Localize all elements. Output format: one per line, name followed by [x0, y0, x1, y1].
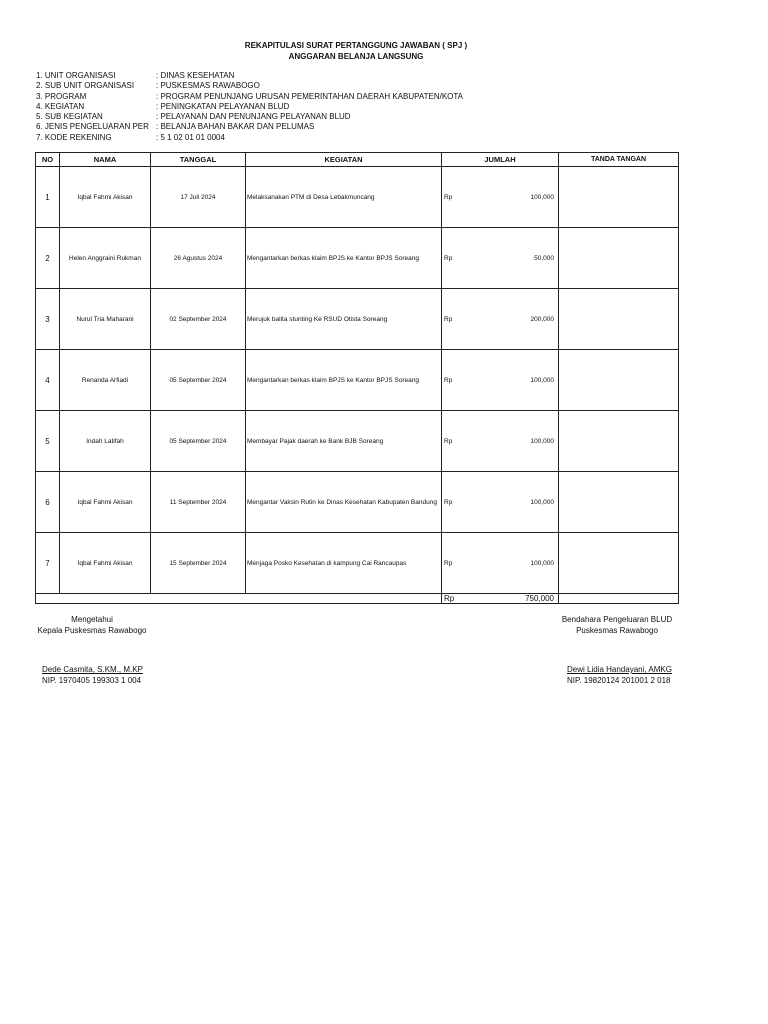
info-label: 2. SUB UNIT ORGANISASI	[36, 81, 135, 91]
amount-value: 100,000	[530, 498, 554, 506]
signature-block-left	[24, 615, 160, 636]
currency-label: Rp	[444, 254, 453, 262]
cell-no: 4	[36, 350, 60, 411]
amount-value: 200,000	[530, 315, 554, 323]
info-row-sub-kegiatan	[36, 112, 463, 122]
amount-value: 100,000	[530, 559, 554, 567]
cell-signature	[559, 228, 679, 289]
cell-jumlah	[442, 289, 559, 350]
info-row-kegiatan	[36, 102, 463, 112]
spj-table	[35, 152, 679, 604]
info-row-unit-organisasi	[36, 71, 463, 81]
cell-tanggal: 05 September 2024	[151, 411, 246, 472]
cell-nama: Indah Latifah	[60, 411, 151, 472]
table-row	[36, 289, 679, 350]
total-currency: Rp	[444, 594, 455, 603]
cell-jumlah	[442, 228, 559, 289]
cell-nama: Iqbal Fahmi Akisan	[60, 472, 151, 533]
cell-no: 6	[36, 472, 60, 533]
header-nama: NAMA	[60, 153, 151, 167]
cell-tanggal: 02 September 2024	[151, 289, 246, 350]
signatory-right-nip: NIP. 19820124 201001 2 018	[567, 675, 671, 685]
info-label: 5. SUB KEGIATAN	[36, 112, 103, 122]
amount-value: 100,000	[530, 437, 554, 445]
table-row	[36, 167, 679, 228]
cell-kegiatan: Mengantar Vaksin Rutin ke Dinas Kesehatan Kabupaten Bandung	[246, 472, 442, 533]
signatory-left-name: Dede Casmita, S.KM., M.KP	[42, 665, 143, 674]
cell-no: 7	[36, 533, 60, 594]
document-subtitle: ANGGARAN BELANJA LANGSUNG	[288, 52, 424, 61]
info-block	[36, 71, 463, 143]
cell-signature	[559, 167, 679, 228]
info-label: 6. JENIS PENGELUARAN PER	[36, 122, 149, 132]
cell-kegiatan: Melaksanakan PTM di Desa Lebakmuncang	[246, 167, 442, 228]
table-header-row	[36, 153, 679, 167]
cell-jumlah	[442, 350, 559, 411]
document-title: REKAPITULASI SURAT PERTANGGUNG JAWABAN ( SPJ )	[244, 41, 468, 50]
cell-jumlah	[442, 472, 559, 533]
info-value: : BELANJA BAHAN BAKAR DAN PELUMAS	[156, 122, 315, 132]
amount-value: 100,000	[530, 193, 554, 201]
signatory-left-nip: NIP. 1970405 199303 1 004	[42, 675, 142, 685]
cell-signature	[559, 533, 679, 594]
cell-tanggal: 05 September 2024	[151, 350, 246, 411]
header-kegiatan: KEGIATAN	[246, 153, 442, 167]
cell-kegiatan: Menjaga Posko Kesehatan di kampung Cai Rancaupas	[246, 533, 442, 594]
table-row	[36, 533, 679, 594]
signature-left-line1: Mengetahui	[71, 615, 113, 624]
header-no: NO	[36, 153, 60, 167]
cell-nama: Iqbal Fahmi Akisan	[60, 167, 151, 228]
currency-label: Rp	[444, 315, 453, 323]
currency-label: Rp	[444, 498, 453, 506]
table-row	[36, 472, 679, 533]
info-label: 3. PROGRAM	[36, 91, 87, 101]
info-value: : DINAS KESEHATAN	[156, 71, 235, 80]
cell-tanggal: 15 September 2024	[151, 533, 246, 594]
cell-no: 2	[36, 228, 60, 289]
cell-kegiatan: Merujuk balita stunting Ke RSUD Otista Soreang	[246, 289, 442, 350]
signature-right-line1: Bendahara Pengeluaran BLUD	[561, 615, 673, 624]
signature-left-line2: Kepala Puskesmas Rawabogo	[37, 625, 147, 635]
total-amount: 750,000	[525, 594, 554, 603]
cell-nama: Iqbal Fahmi Akisan	[60, 533, 151, 594]
signatory-left	[42, 665, 143, 686]
table-row	[36, 228, 679, 289]
cell-jumlah	[442, 533, 559, 594]
cell-nama: Helen Anggraini Rukman	[60, 228, 151, 289]
signatory-right	[567, 665, 672, 686]
cell-signature	[559, 472, 679, 533]
cell-signature	[559, 350, 679, 411]
cell-no: 1	[36, 167, 60, 228]
cell-nama: Nurul Tria Maharani	[60, 289, 151, 350]
total-blank-right	[559, 594, 679, 604]
cell-jumlah	[442, 411, 559, 472]
info-label: 1. UNIT ORGANISASI	[36, 71, 116, 80]
table-row	[36, 411, 679, 472]
signatory-right-name: Dewi Lidia Handayani, AMKG	[567, 665, 672, 674]
total-row	[36, 594, 679, 604]
currency-label: Rp	[444, 376, 453, 384]
currency-label: Rp	[444, 193, 453, 201]
signature-block-right	[550, 615, 684, 636]
info-label: 7. KODE REKENING	[36, 132, 112, 142]
header-jumlah: JUMLAH	[442, 153, 559, 167]
info-value: : PENINGKATAN PELAYANAN BLUD	[156, 101, 290, 111]
total-amount-cell	[442, 594, 559, 604]
table-row	[36, 350, 679, 411]
cell-kegiatan: Membayar Pajak daerah ke Bank BJB Soreang	[246, 411, 442, 472]
total-blank	[36, 594, 442, 604]
info-value: : PUSKESMAS RAWABOGO	[156, 81, 260, 91]
info-label: 4. KEGIATAN	[36, 101, 85, 111]
amount-value: 100,000	[530, 376, 554, 384]
info-value: : PROGRAM PENUNJANG URUSAN PEMERINTAHAN DAERAH KABUPATEN/KOTA	[156, 91, 464, 101]
info-row-jenis-pengeluaran	[36, 122, 463, 132]
cell-kegiatan: Mengantarkan berkas klaim BPJS ke Kantor BPJS Soreang	[246, 350, 442, 411]
info-value: : PELAYANAN DAN PENUNJANG PELAYANAN BLUD	[156, 112, 351, 122]
cell-kegiatan: Mengantarkan berkas klaim BPJS ke Kantor BPJS Soreang	[246, 228, 442, 289]
info-row-program	[36, 92, 463, 102]
cell-tanggal: 17 Juli 2024	[151, 167, 246, 228]
currency-label: Rp	[444, 437, 453, 445]
cell-signature	[559, 289, 679, 350]
cell-no: 3	[36, 289, 60, 350]
header-tanda-tangan: TANDA TANGAN	[559, 153, 679, 167]
cell-signature	[559, 411, 679, 472]
cell-tanggal: 26 Agustus 2024	[151, 228, 246, 289]
amount-value: 50,000	[534, 254, 554, 262]
header-tanggal: TANGGAL	[151, 153, 246, 167]
info-row-kode-rekening	[36, 133, 463, 143]
cell-jumlah	[442, 167, 559, 228]
info-row-sub-unit	[36, 81, 463, 91]
currency-label: Rp	[444, 559, 453, 567]
signature-right-line2: Puskesmas Rawabogo	[576, 625, 658, 635]
cell-tanggal: 11 September 2024	[151, 472, 246, 533]
cell-nama: Renanda Arfiadi	[60, 350, 151, 411]
cell-no: 5	[36, 411, 60, 472]
info-value: : 5 1 02 01 01 0004	[156, 132, 225, 142]
